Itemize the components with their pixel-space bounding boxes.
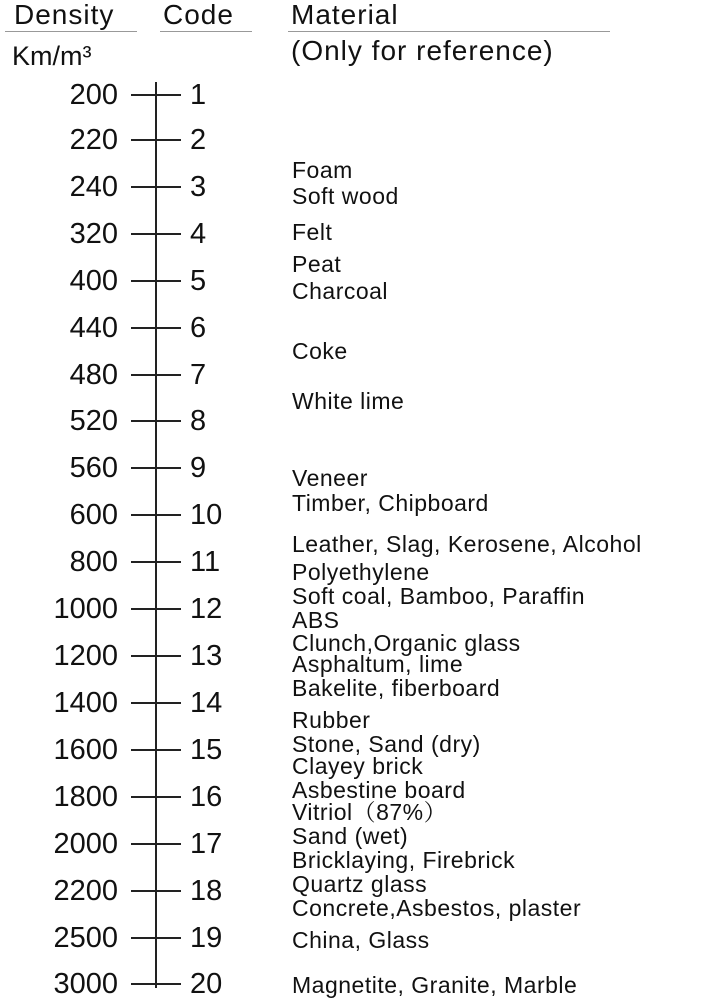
- material-entry: Clunch,Organic glass: [292, 630, 521, 656]
- material-entry: Concrete,Asbestos, plaster: [292, 895, 582, 921]
- density-value: 320: [69, 218, 118, 250]
- material-entry: Timber, Chipboard: [292, 490, 489, 516]
- density-value: 200: [69, 79, 118, 111]
- scale-tick: [131, 374, 181, 376]
- scale-tick: [131, 467, 181, 469]
- scale-tick: [131, 561, 181, 563]
- code-value: 11: [190, 546, 221, 578]
- code-value: 6: [190, 312, 207, 344]
- scale-tick: [131, 937, 181, 939]
- scale-tick: [131, 608, 181, 610]
- density-value: 220: [69, 124, 118, 156]
- material-entry: Vitriol（87%）: [292, 799, 448, 825]
- scale-tick: [131, 796, 181, 798]
- scale-tick: [131, 655, 181, 657]
- density-value: 240: [69, 171, 118, 203]
- scale-tick: [131, 420, 181, 422]
- code-value: 4: [190, 218, 207, 250]
- density-value: 600: [69, 499, 118, 531]
- code-value: 5: [190, 265, 207, 297]
- density-value: 560: [69, 452, 118, 484]
- density-value: 1200: [53, 640, 118, 672]
- density-value: 1800: [53, 781, 118, 813]
- code-value: 12: [190, 593, 223, 625]
- material-note: (Only for reference): [291, 35, 554, 66]
- material-entry: Sand (wet): [292, 823, 409, 849]
- material-entry: Asphaltum, lime: [292, 651, 464, 677]
- code-value: 7: [190, 359, 207, 391]
- density-value: 440: [69, 312, 118, 344]
- material-header: Material: [291, 0, 399, 30]
- scale-tick: [131, 890, 181, 892]
- material-entry: Rubber: [292, 707, 371, 733]
- code-value: 8: [190, 405, 207, 437]
- scale-tick: [131, 983, 181, 985]
- scale-tick: [131, 233, 181, 235]
- scale-tick: [131, 139, 181, 141]
- material-entry: Coke: [292, 338, 348, 364]
- density-value: 2500: [53, 922, 118, 954]
- density-value: 2200: [53, 875, 118, 907]
- code-value: 1: [190, 79, 207, 111]
- density-header-underline: [5, 31, 137, 32]
- material-entry: Magnetite, Granite, Marble: [292, 972, 578, 998]
- material-entry: Stone, Sand (dry): [292, 731, 481, 757]
- code-value: 20: [190, 968, 223, 1000]
- code-header: Code: [163, 0, 234, 30]
- code-value: 19: [190, 922, 223, 954]
- material-entry: White lime: [292, 388, 405, 414]
- code-value: 14: [190, 687, 223, 719]
- material-entry: Peat: [292, 251, 342, 277]
- code-value: 3: [190, 171, 207, 203]
- code-header-underline: [160, 31, 252, 32]
- scale-tick: [131, 186, 181, 188]
- code-value: 15: [190, 734, 223, 766]
- code-value: 17: [190, 828, 223, 860]
- code-value: 10: [190, 499, 223, 531]
- density-unit: Km/m³: [12, 41, 92, 71]
- material-entry: Asbestine board: [292, 777, 466, 803]
- scale-tick: [131, 702, 181, 704]
- density-value: 520: [69, 405, 118, 437]
- material-entry: ABS: [292, 607, 340, 633]
- material-entry: Quartz glass: [292, 871, 428, 897]
- code-value: 13: [190, 640, 223, 672]
- density-value: 400: [69, 265, 118, 297]
- material-entry: Veneer: [292, 465, 368, 491]
- density-value: 1000: [53, 593, 118, 625]
- scale-tick: [131, 514, 181, 516]
- density-header: Density: [14, 0, 115, 30]
- material-entry: Charcoal: [292, 278, 389, 304]
- density-value: 3000: [53, 968, 118, 1000]
- density-value: 2000: [53, 828, 118, 860]
- code-value: 16: [190, 781, 223, 813]
- scale-axis: [155, 82, 157, 988]
- code-value: 2: [190, 124, 207, 156]
- scale-tick: [131, 280, 181, 282]
- material-entry: Soft coal, Bamboo, Paraffin: [292, 583, 586, 609]
- scale-tick: [131, 843, 181, 845]
- material-entry: Bricklaying, Firebrick: [292, 847, 516, 873]
- scale-tick: [131, 94, 181, 96]
- material-entry: Leather, Slag, Kerosene, Alcohol: [292, 531, 642, 557]
- scale-tick: [131, 749, 181, 751]
- code-value: 9: [190, 452, 207, 484]
- material-entry: Polyethylene: [292, 559, 430, 585]
- scale-tick: [131, 327, 181, 329]
- code-value: 18: [190, 875, 223, 907]
- material-entry: Clayey brick: [292, 753, 424, 779]
- material-entry: Foam: [292, 157, 353, 183]
- material-entry: Bakelite, fiberboard: [292, 675, 501, 701]
- density-value: 800: [69, 546, 118, 578]
- density-value: 1600: [53, 734, 118, 766]
- material-entry: China, Glass: [292, 927, 430, 953]
- material-entry: Soft wood: [292, 183, 399, 209]
- density-value: 1400: [53, 687, 118, 719]
- density-value: 480: [69, 359, 118, 391]
- material-entry: Felt: [292, 219, 333, 245]
- material-header-underline: [288, 31, 610, 32]
